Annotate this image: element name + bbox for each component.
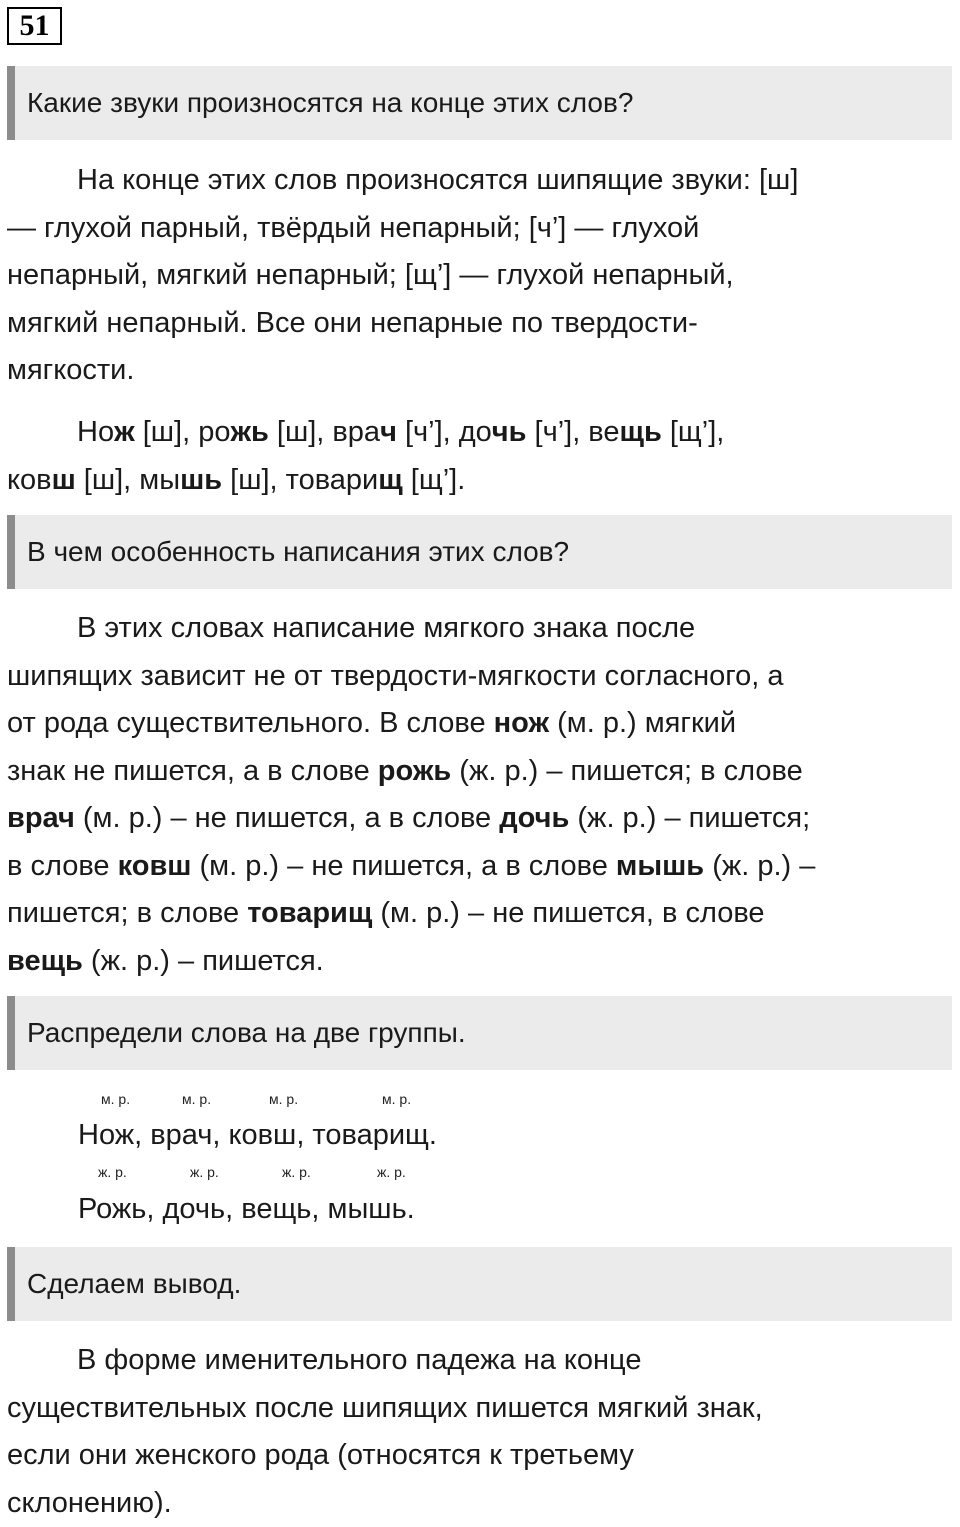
answer-2 xyxy=(7,605,907,985)
feminine-words-line: Рожь, дочь, вещь, мышь. xyxy=(78,1191,415,1227)
answer-2-line: В этих словах написание мягкого знака после xyxy=(7,605,907,653)
conclusion-line: В форме именительного падежа на конце xyxy=(7,1337,907,1385)
task-number: 51 xyxy=(7,7,62,45)
question-bar-2 xyxy=(7,515,952,589)
answer-2-line: в слове ковш (м. р.) – не пишется, а в слове мышь (ж. р.) – xyxy=(7,843,907,891)
question-4: Сделаем вывод. xyxy=(27,1268,241,1300)
conclusion-line: если они женского рода (относятся к третьему xyxy=(7,1432,907,1480)
question-2: В чем особенность написания этих слов? xyxy=(27,536,569,568)
gender-mark-masculine: м. р. xyxy=(382,1091,411,1107)
gender-mark-feminine: ж. р. xyxy=(98,1164,127,1180)
question-bar-1 xyxy=(7,66,952,140)
gender-mark-masculine: м. р. xyxy=(269,1091,298,1107)
word-sound-line: Нож [ш], рожь [ш], врач [ч’], дочь [ч’], вещь [щ’], xyxy=(7,409,907,457)
gender-mark-feminine: ж. р. xyxy=(377,1164,406,1180)
gender-mark-feminine: ж. р. xyxy=(282,1164,311,1180)
question-3: Распредели слова на две группы. xyxy=(27,1017,466,1049)
answer-1-line: мягкий непарный. Все они непарные по твердости- xyxy=(7,300,907,348)
answer-2-line: вещь (ж. р.) – пишется. xyxy=(7,938,907,986)
answer-1-line: мягкости. xyxy=(7,347,907,395)
answer-1-line: На конце этих слов произносятся шипящие звуки: [ш] xyxy=(7,157,907,205)
answer-2-line: пишется; в слове товарищ (м. р.) – не пишется, в слове xyxy=(7,890,907,938)
conclusion xyxy=(7,1337,907,1527)
answer-1 xyxy=(7,157,907,395)
answer-1-line: — глухой парный, твёрдый непарный; [ч’] — глухой xyxy=(7,205,907,253)
question-bar-4 xyxy=(7,1247,952,1321)
gender-mark-masculine: м. р. xyxy=(182,1091,211,1107)
gender-mark-feminine: ж. р. xyxy=(190,1164,219,1180)
masculine-words-line: Нож, врач, ковш, товарищ. xyxy=(78,1117,437,1153)
answer-2-line: знак не пишется, а в слове рожь (ж. р.) – пишется; в слове xyxy=(7,748,907,796)
word-sound-line: ковш [ш], мышь [ш], товарищ [щ’]. xyxy=(7,457,907,505)
question-bar-3 xyxy=(7,996,952,1070)
word-sound-list xyxy=(7,409,907,504)
gender-mark-masculine: м. р. xyxy=(101,1091,130,1107)
question-1: Какие звуки произносятся на конце этих слов? xyxy=(27,87,633,119)
answer-2-line: шипящих зависит не от твердости-мягкости согласного, а xyxy=(7,653,907,701)
conclusion-line: склонению). xyxy=(7,1480,907,1527)
answer-1-line: непарный, мягкий непарный; [щ’] — глухой непарный, xyxy=(7,252,907,300)
answer-2-line: от рода существительного. В слове нож (м. р.) мягкий xyxy=(7,700,907,748)
answer-2-line: врач (м. р.) – не пишется, а в слове дочь (ж. р.) – пишется; xyxy=(7,795,907,843)
conclusion-line: существительных после шипящих пишется мягкий знак, xyxy=(7,1385,907,1433)
